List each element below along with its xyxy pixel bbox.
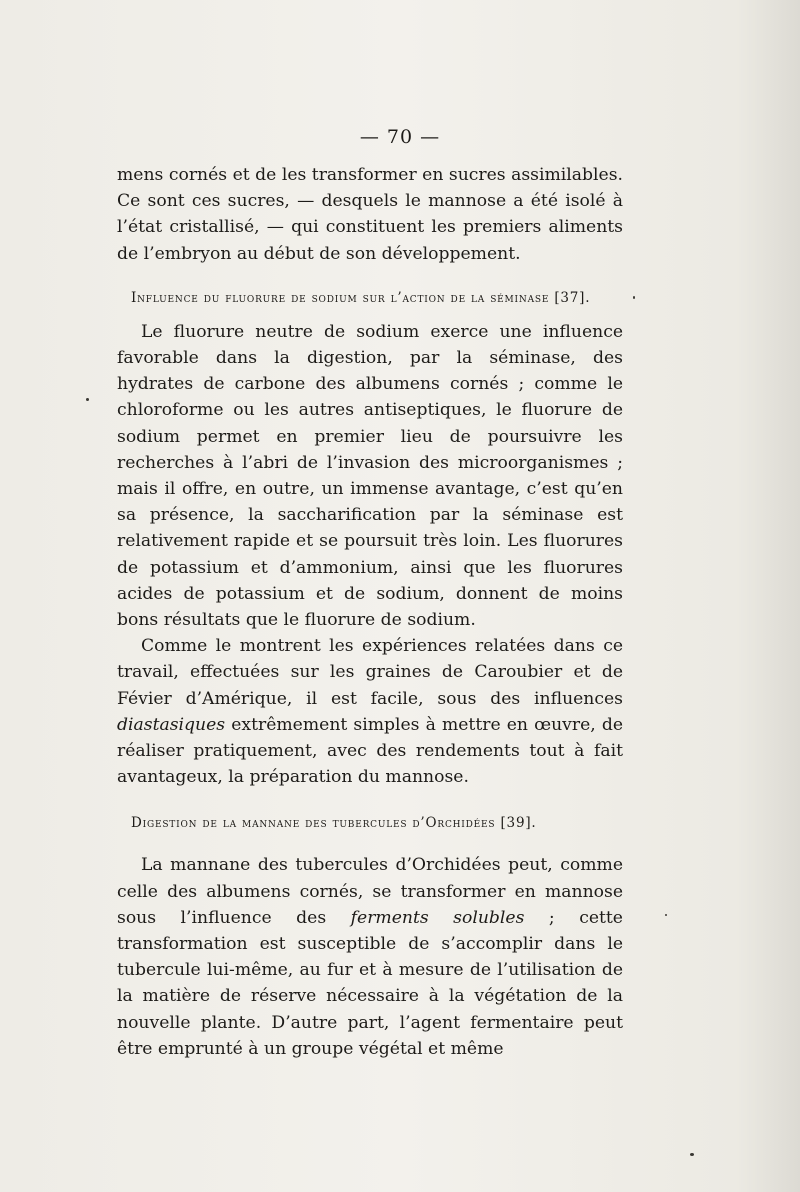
emphasis-ferments-solubles: ferments solubles	[350, 907, 525, 928]
body-text	[117, 162, 623, 1062]
paper-speck	[665, 914, 667, 916]
paragraph-experiences-text-2: extrêmement simples à mettre en œuvre, de réaliser pratiquement, avec des rendements tout à fait avantageux, la préparation du mannose.	[117, 714, 623, 788]
paragraph-mannane-text-1: La mannane des tubercules d’Orchidées peut, comme celle des albumens cornés, se transformer en mannose sous l’influence des	[117, 855, 623, 928]
paper-speck	[633, 296, 635, 299]
section-heading-orchidees	[117, 810, 623, 836]
paragraph-continued: mens cornés et de les transformer en sucres assimilables. Ce sont ces sucres, — desquels le mannose a été isolé à l’état cristallisé, — qui constituent les premiers aliments de l’embryon au début de son développement.	[117, 165, 623, 264]
paragraph-experiences-text-1: Comme le montrent les expériences relatées dans ce travail, effectuées sur les graines de Caroubier et de Févier d’Amérique, il est facile, sous des influences	[117, 636, 623, 709]
section-heading-orchidees-ref: [39].	[500, 815, 537, 832]
paragraph-experiences	[117, 633, 623, 790]
emphasis-diastasiques: diastasiques	[117, 714, 226, 735]
page-number: — 70 —	[359, 126, 441, 148]
section-heading-seminase	[117, 285, 623, 311]
paper-speck	[690, 1153, 694, 1156]
paper-speck	[86, 398, 89, 401]
paragraph-mannane-text-2: ; cette transformation est susceptible de s’accomplir dans le tubercule lui-même, au fur et à mesure de l’utilisation de la matière de réserve nécessaire à la végétation de la nouvelle plante. D’autre part, l’agent fermentaire peut être emprunté à un groupe végétal et même	[117, 907, 623, 1059]
paragraph-mannane	[117, 852, 623, 1062]
section-heading-seminase-ref: [37].	[554, 289, 591, 306]
paragraph-fluorure: Le fluorure neutre de sodium exerce une influence favorable dans la digestion, par la séminase, des hydrates de carbone des albumens cornés ; comme le chloroforme ou les autres antiseptiques, le fluorure de sodium permet en premier lieu de poursuivre les recherches à l’abri de l’invasion des microorganismes ; mais il offre, en outre, un immense avantage, c’est qu’en sa présence, la saccharification par la séminase est relativement rapide et se poursuit très loin. Les fluorures de potassium et d’ammonium, ainsi que les fluorures acides de potassium et de sodium, donnent de moins bons résultats que le fluorure de sodium.	[117, 321, 623, 631]
section-heading-orchidees-title: Digestion de la mannane des tubercules d’Orchidées	[131, 815, 496, 832]
section-heading-seminase-title: Influence du fluorure de sodium sur l’action de la séminase	[131, 289, 550, 306]
